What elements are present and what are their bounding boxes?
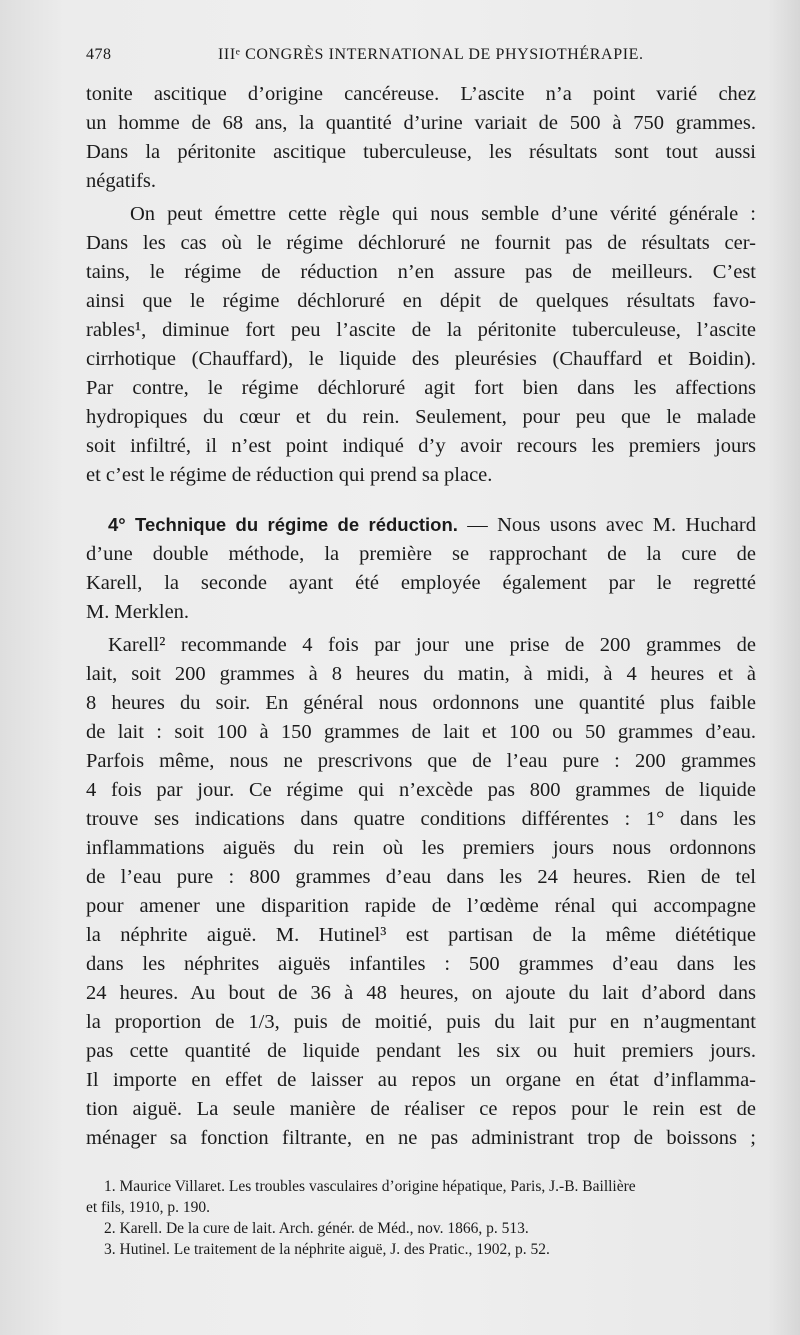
- text-line: pas cette quantité de liquide pendant les six ou huit premiers jours.: [86, 1040, 756, 1062]
- text-line: 24 heures. Au bout de 36 à 48 heures, on ajoute du lait d’abord dans: [86, 982, 756, 1004]
- text-line: lait, soit 200 grammes à 8 heures du matin, à midi, à 4 heures et à: [86, 663, 756, 685]
- text-line: la néphrite aiguë. M. Hutinel³ est partisan de la même diététique: [86, 924, 756, 946]
- page-number: 478: [86, 46, 112, 63]
- footnote-continuation: et fils, 1910, p. 190.: [86, 1199, 210, 1216]
- text-line: tains, le régime de réduction n’en assure pas de meilleurs. C’est: [86, 261, 756, 283]
- text-line: d’une double méthode, la première se rapprochant de la cure de: [86, 543, 756, 565]
- text-line: négatifs.: [86, 170, 157, 192]
- footnote: 3. Hutinel. Le traitement de la néphrite aiguë, J. des Pratic., 1902, p. 52.: [104, 1241, 550, 1258]
- paragraph: [86, 631, 756, 1153]
- footnote: 2. Karell. De la cure de lait. Arch. génér. de Méd., nov. 1866, p. 513.: [104, 1220, 529, 1237]
- text-line: et c’est le régime de réduction qui prend sa place.: [86, 464, 493, 486]
- text-line: trouve ses indications dans quatre conditions différentes : 1° dans les: [86, 808, 756, 830]
- text-line: Parfois même, nous ne prescrivons que de l’eau pure : 200 grammes: [86, 750, 756, 772]
- text-line: pour amener une disparition rapide de l’œdème rénal qui accompagne: [86, 895, 756, 917]
- paragraph: [86, 200, 756, 490]
- text-line: rables¹, diminue fort peu l’ascite de la péritonite tuberculeuse, l’ascite: [86, 319, 756, 341]
- text-line: de l’eau pure : 800 grammes d’eau dans les 24 heures. Rien de tel: [86, 866, 756, 888]
- running-title: IIIᵉ CONGRÈS INTERNATIONAL DE PHYSIOTHÉRAPIE.: [218, 46, 644, 63]
- text-line: Dans les cas où le régime déchloruré ne fournit pas de résultats cer-: [86, 232, 756, 254]
- paragraph: [86, 80, 756, 196]
- heading-continuation: — Nous usons avec M. Huchard: [467, 514, 756, 536]
- text-line: hydropiques du cœur et du rein. Seulement, pour peu que le malade: [86, 406, 756, 428]
- text-line: 8 heures du soir. En général nous ordonnons une quantité plus faible: [86, 692, 756, 714]
- text-line: 4 fois par jour. Ce régime qui n’excède pas 800 grammes de liquide: [86, 779, 756, 801]
- text-line: inflammations aiguës du rein où les premiers jours nous ordonnons: [86, 837, 756, 859]
- text-line: tonite ascitique d’origine cancéreuse. L’ascite n’a point varié chez: [86, 83, 756, 105]
- text-line: M. Merklen.: [86, 601, 190, 623]
- footnotes: [86, 1176, 756, 1260]
- text-line: ainsi que le régime déchloruré en dépit de quelques résultats favo-: [86, 290, 756, 312]
- text-line: ménager sa fonction filtrante, en ne pas administrant trop de boissons ;: [86, 1127, 756, 1149]
- text-line: On peut émettre cette règle qui nous semble d’une vérité générale :: [130, 203, 756, 225]
- footnote: 1. Maurice Villaret. Les troubles vasculaires d’origine hépatique, Paris, J.-B. Baillière: [104, 1178, 636, 1195]
- text-line: tion aiguë. La seule manière de réaliser ce repos pour le rein est de: [86, 1098, 756, 1120]
- section-heading: 4° Technique du régime de réduction.: [108, 514, 458, 535]
- text-line: de lait : soit 100 à 150 grammes de lait et 100 ou 50 grammes d’eau.: [86, 721, 756, 743]
- text-line: [86, 510, 756, 540]
- paragraph: [86, 510, 756, 627]
- text-line: cirrhotique (Chauffard), le liquide des pleurésies (Chauffard et Boidin).: [86, 348, 756, 370]
- text-line: Par contre, le régime déchloruré agit fort bien dans les affections: [86, 377, 756, 399]
- text-line: Karell² recommande 4 fois par jour une prise de 200 grammes de: [108, 634, 756, 656]
- text-line: dans les néphrites aiguës infantiles : 500 grammes d’eau dans les: [86, 953, 756, 975]
- text-line: soit infiltré, il n’est point indiqué d’y avoir recours les premiers jours: [86, 435, 756, 457]
- text-line: Dans la péritonite ascitique tuberculeuse, les résultats sont tout aussi: [86, 141, 756, 163]
- text-line: Karell, la seconde ayant été employée également par le regretté: [86, 572, 756, 594]
- text-line: la proportion de 1/3, puis de moitié, puis du lait pur en n’augmentant: [86, 1011, 756, 1033]
- text-line: Il importe en effet de laisser au repos un organe en état d’inflamma-: [86, 1069, 756, 1091]
- body-text: [86, 80, 756, 1153]
- text-line: un homme de 68 ans, la quantité d’urine variait de 500 à 750 grammes.: [86, 112, 756, 134]
